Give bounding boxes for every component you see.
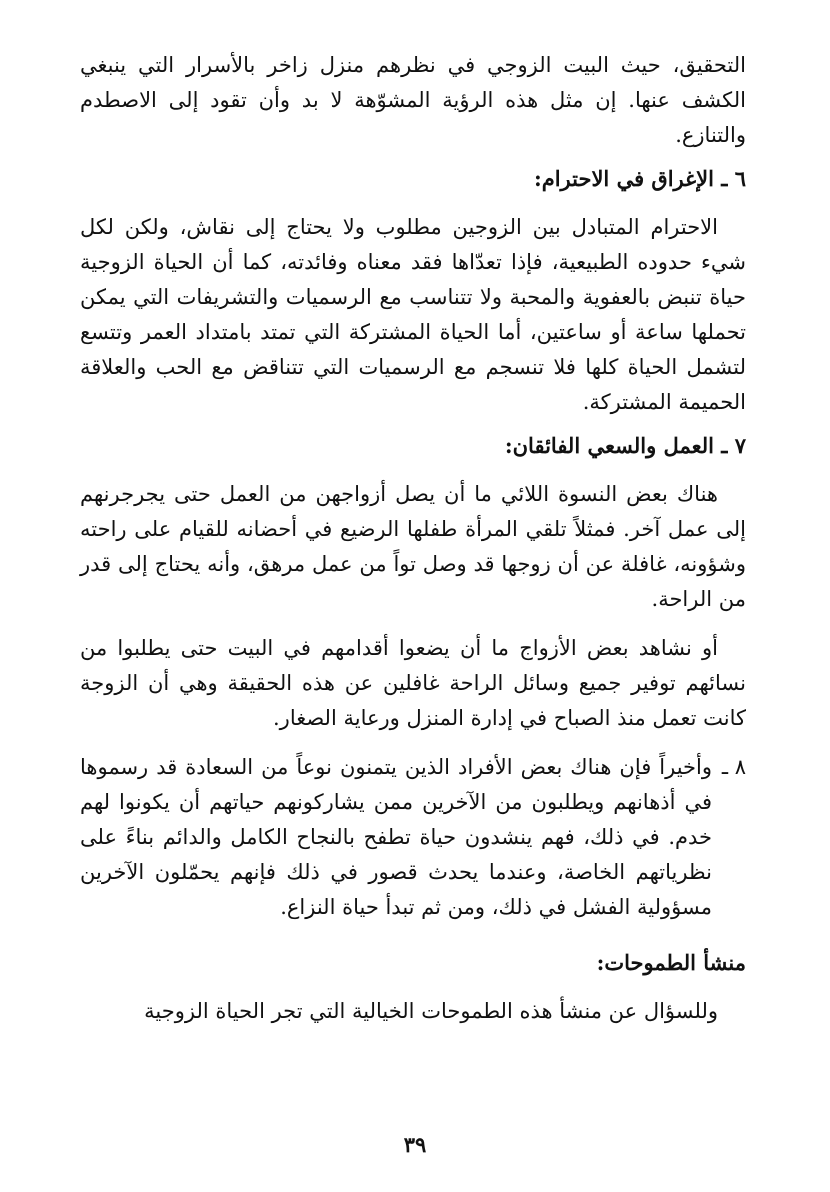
list-number: ٨ ـ bbox=[721, 755, 746, 779]
paragraph-origin: وللسؤال عن منشأ هذه الطموحات الخيالية التي تجر الحياة الزوجية bbox=[144, 999, 718, 1023]
section-heading-origin: منشأ الطموحات: bbox=[596, 950, 746, 975]
list-item-8 bbox=[80, 750, 746, 925]
page-body bbox=[80, 48, 746, 1029]
section-heading-6: ٦ ـ الإغراق في الاحترام: bbox=[533, 166, 746, 191]
paragraph-respect: الاحترام المتبادل بين الزوجين مطلوب ولا يحتاج إلى نقاش، ولكن لكل شيء حدوده الطبيعية، فإذا تعدّاها فقد معناه وفائدته، كما أن الحياة الزوجية حياة تنبض بالعفوية والمحبة ولا تتناسب مع الرسميات والتشريفات التي يمكن تحملها ساعة أو ساعتين، أما الحياة المشتركة التي تمتد بامتداد العمر وتتسع لتشمل الحياة كلها فلا تنسجم مع الرسميات التي تتناقض مع الحب والعلاقة الحميمة المشتركة. bbox=[80, 215, 746, 414]
paragraph-work-a: هناك بعض النسوة اللائي ما أن يصل أزواجهن من العمل حتى يجرجرنهم إلى عمل آخر. فمثلاً تلقي المرأة طفلها الرضيع في أحضانه للقيام على راحته وشؤونه، غافلة عن أن زوجها قد وصل تواً من عمل مرهق، وأنه يحتاج إلى قدر من الراحة. bbox=[80, 482, 746, 611]
list-item-text: وأخيراً فإن هناك بعض الأفراد الذين يتمنون نوعاً من السعادة قد رسموها في أذهانهم ويطلبون من الآخرين ممن يشاركونهم حياتهم أن يكونوا لهم خدم. في ذلك، فهم ينشدون حياة تطفح بالنجاح الكامل والدائم بناءً على نظرياتهم الخاصة، وعندما يحدث قصور في ذلك فإنهم يحمّلون الآخرين مسؤولية الفشل في ذلك، ومن ثم تبدأ حياة النزاع. bbox=[80, 755, 712, 919]
page-number: ٣٩ bbox=[403, 1132, 427, 1157]
paragraph-continuation: التحقيق، حيث البيت الزوجي في نظرهم منزل زاخر بالأسرار التي ينبغي الكشف عنها. إن مثل هذه الرؤية المشوّهة لا بد وأن تقود إلى الاصطدم والتنازع. bbox=[80, 53, 746, 147]
paragraph-work-b: أو نشاهد بعض الأزواج ما أن يضعوا أقدامهم في البيت حتى يطلبوا من نسائهم توفير جميع وسائل الراحة غافلين عن هذه الحقيقة وهي أن الزوجة كانت تعمل منذ الصباح في إدارة المنزل ورعاية الصغار. bbox=[80, 636, 746, 730]
section-heading-7: ٧ ـ العمل والسعي الفائقان: bbox=[504, 433, 746, 458]
